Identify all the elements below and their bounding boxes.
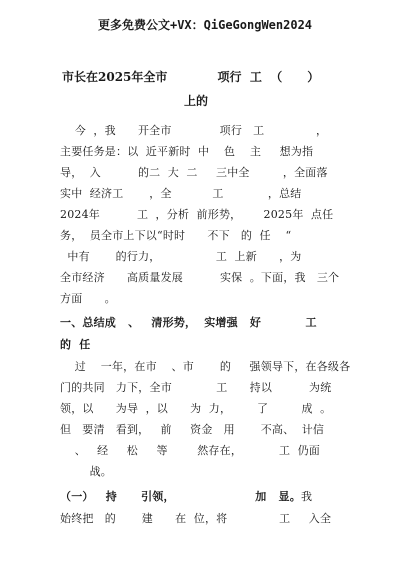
body-line: 全市经济 高质量发展 实保 。下面，我 三个 [60, 271, 340, 284]
section-body-line: 战。 [60, 465, 112, 478]
section-body-line: 门的共同 力下，全市 工 持以 为统 [60, 381, 332, 394]
section-body-line: 但 要清 看到， 前 资金 用 不高、 计信 [60, 423, 325, 436]
body-line: 方面 。 [60, 292, 116, 305]
document-title-line-1: 市长在2025年全市 项行 工 （ ） [62, 70, 320, 84]
body-line: 主要任务是：以 近平新时 中 色 主 想为指 [60, 145, 314, 158]
subsection-heading-tail: 我 [300, 490, 313, 503]
body-line: 今 ，我 开全市 项行 工 ， [60, 124, 328, 137]
document-header: 更多免费公文+VX：QiGeGongWen2024 [97, 18, 313, 32]
body-line: 实中 经济工 ，全 工 ，总结 [60, 187, 302, 200]
section-heading-line-2: 的 任 [60, 338, 91, 351]
subsection-heading [60, 488, 312, 504]
body-line: 2024年 工 ，分析 前形势， 2025年 点任 [60, 208, 334, 221]
subsection-heading-text: （一） 持 引领， 加 显。 [60, 490, 301, 503]
section-body-line: 、 经 松 等 然存在， 工 仍面 [60, 444, 320, 457]
body-line: 中有 的行力， 工 上新 ，为 [60, 250, 302, 263]
document-title-line-2: 上的 [184, 94, 209, 108]
section-body-line: 领，以 为导 ，以 为 力， 了 成 。 [60, 402, 332, 415]
section-body-line: 过 一年，在市 、市 的 强领导下，在各级各 [60, 360, 351, 373]
subsection-body-line: 始终把 的 建 在 位，将 工 入全 [60, 512, 332, 525]
body-line: 导， 入 的二 大 二 三中全 ，全面落 [60, 166, 328, 179]
section-heading-line-1: 一、总结成 、 清形势， 实增强 好 工 [60, 316, 317, 329]
body-line: 务， 员全市上下以“时时 不下 的 任 “ [60, 229, 292, 242]
